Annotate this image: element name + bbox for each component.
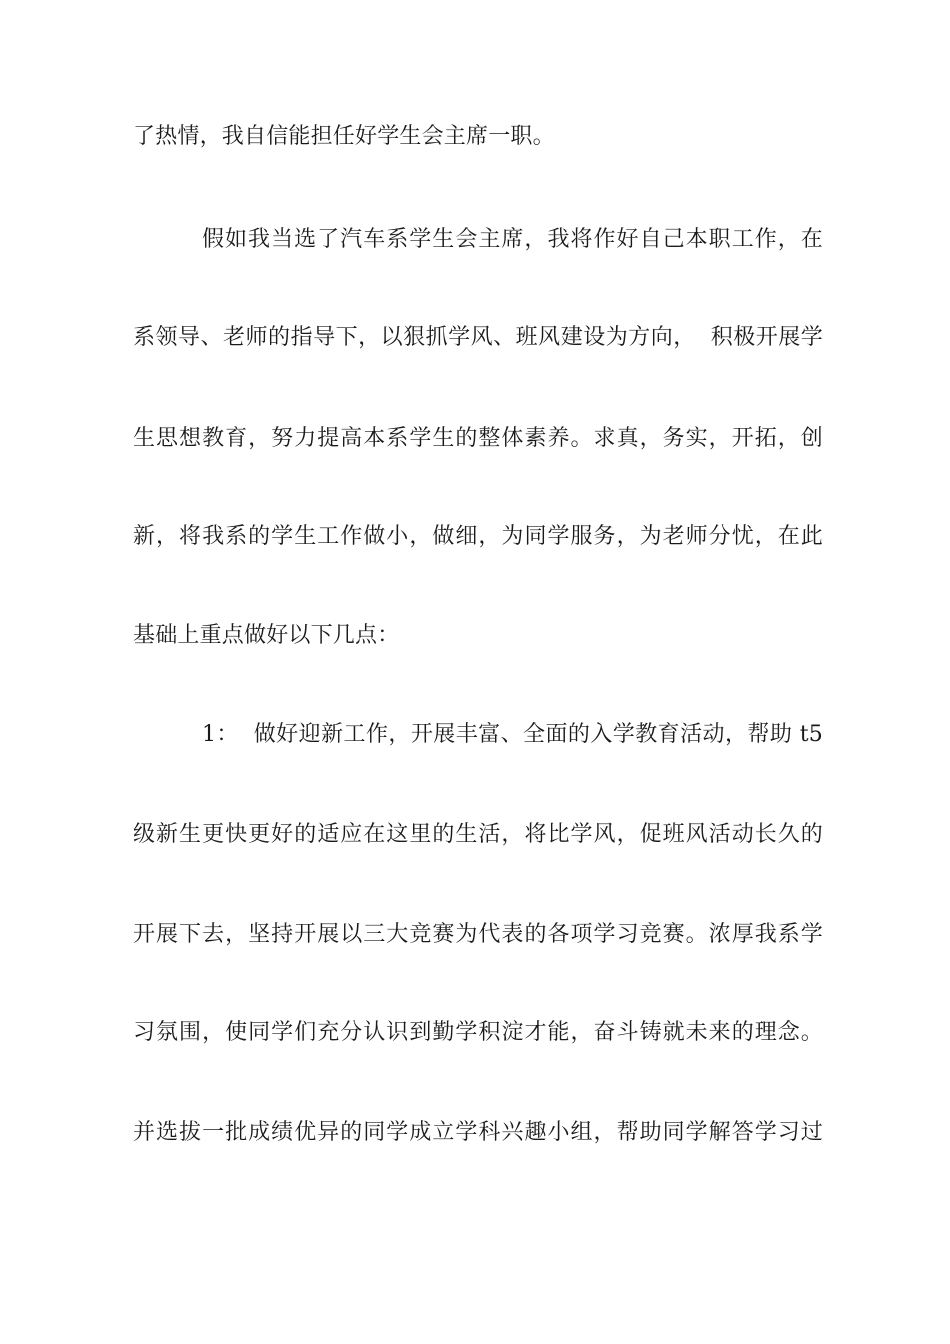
numbered-item-line: 1： 做好迎新工作，开展丰富、全面的入学教育活动，帮助 t5	[202, 722, 823, 747]
text-line-1: 了热情，我自信能担任好学生会主席一职。	[133, 124, 555, 149]
text-line-6: 基础上重点做好以下几点：	[133, 623, 400, 648]
text-line-10: 习氛围，使同学们充分认识到勤学积淀才能，奋斗铸就未来的理念。	[133, 1020, 823, 1045]
text-line-4: 生思想教育，努力提高本系学生的整体素养。求真，务实，开拓，创	[133, 426, 823, 451]
text-line-8: 级新生更快更好的适应在这里的生活，将比学风，促班风活动长久的	[133, 822, 823, 847]
text-line-5: 新，将我系的学生工作做小，做细，为同学服务，为老师分忧，在此	[133, 524, 823, 549]
text-line-9: 开展下去，坚持开展以三大竞赛为代表的各项学习竞赛。浓厚我系学	[133, 922, 823, 947]
paragraph-start-line: 假如我当选了汽车系学生会主席，我将作好自己本职工作，在	[202, 227, 823, 252]
text-line-11: 并选拔一批成绩优异的同学成立学科兴趣小组，帮助同学解答学习过	[133, 1120, 823, 1145]
text-line-3: 系领导、老师的指导下，以狠抓学风、班风建设为方向， 积极开展学	[133, 325, 823, 350]
